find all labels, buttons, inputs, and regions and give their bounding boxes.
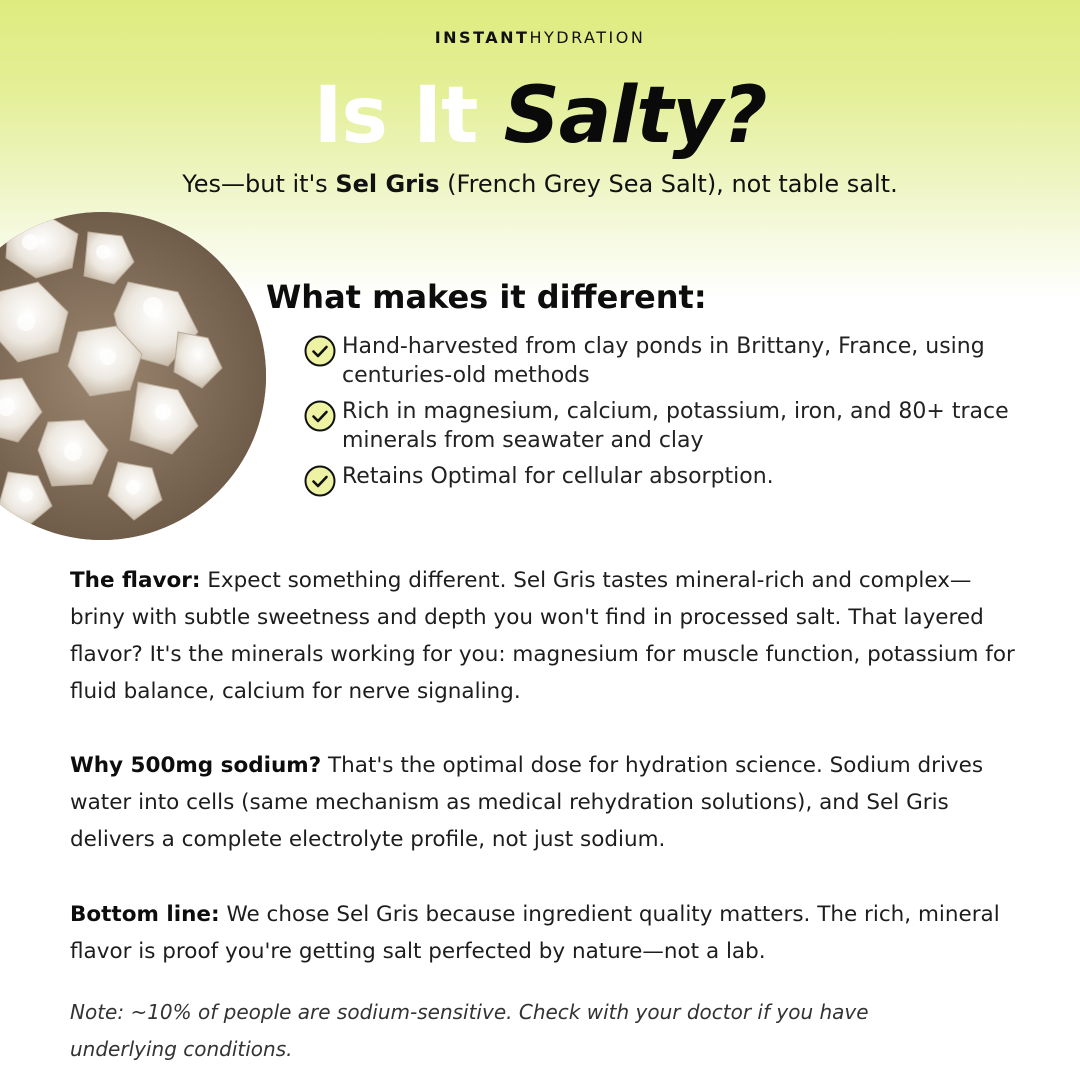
sodium-text: That's the optimal dose for hydration science. Sodium drives water into cells (same mechanism as medical rehydration solutions), and Sel Gris delivers a complete electrolyte profile, not just sodium. bbox=[70, 753, 984, 852]
brand-name-bold: INSTANT bbox=[434, 28, 530, 47]
sea-salt-image bbox=[0, 212, 266, 540]
title-part-2: Salty? bbox=[503, 71, 767, 161]
brand-name-light: HYDRATION bbox=[529, 28, 646, 47]
list-item bbox=[304, 397, 1024, 455]
bottom-line-label: Bottom line: bbox=[70, 902, 220, 927]
list-item-text: Hand-harvested from clay ponds in Brittany, France, using centuries-old methods bbox=[342, 334, 985, 388]
list-item-text: Retains Optimal for cellular absorption. bbox=[342, 464, 774, 489]
bottom-line-paragraph bbox=[70, 896, 1020, 970]
brand-logo bbox=[0, 28, 1080, 47]
check-circle-icon bbox=[304, 465, 336, 497]
subtitle-bold: Sel Gris bbox=[335, 170, 440, 198]
list-item bbox=[304, 462, 1024, 491]
disclaimer-note: Note: ~10% of people are sodium-sensitive. Check with your doctor if you have underlying conditions. bbox=[70, 1000, 869, 1061]
bottom-line-text: We chose Sel Gris because ingredient quality matters. The rich, mineral flavor is proof you're getting salt perfected by nature—not a lab. bbox=[70, 902, 1000, 964]
flavor-label: The flavor: bbox=[70, 568, 201, 593]
list-item bbox=[304, 332, 1024, 390]
sodium-paragraph bbox=[70, 747, 1020, 858]
differences-heading: What makes it different: bbox=[266, 278, 707, 316]
list-item-text: Rich in magnesium, calcium, potassium, iron, and 80+ trace minerals from seawater and clay bbox=[342, 399, 1009, 453]
title-part-1: Is It bbox=[313, 71, 478, 161]
sodium-label: Why 500mg sodium? bbox=[70, 753, 322, 778]
differences-list bbox=[304, 332, 1024, 498]
salt-crystals-illustration bbox=[0, 212, 266, 540]
page-title bbox=[0, 66, 1080, 166]
flavor-text: Expect something different. Sel Gris tastes mineral-rich and complex—briny with subtle sweetness and depth you won't find in processed salt. That layered flavor? It's the minerals working for you: magnesium for muscle function, potassium for fluid balance, calcium for nerve signaling. bbox=[70, 568, 1015, 704]
subtitle-suffix: (French Grey Sea Salt), not table salt. bbox=[447, 170, 898, 198]
subtitle-prefix: Yes—but it's bbox=[182, 170, 328, 198]
check-circle-icon bbox=[304, 400, 336, 432]
flavor-paragraph bbox=[70, 562, 1020, 710]
subtitle bbox=[0, 170, 1080, 198]
check-circle-icon bbox=[304, 335, 336, 367]
